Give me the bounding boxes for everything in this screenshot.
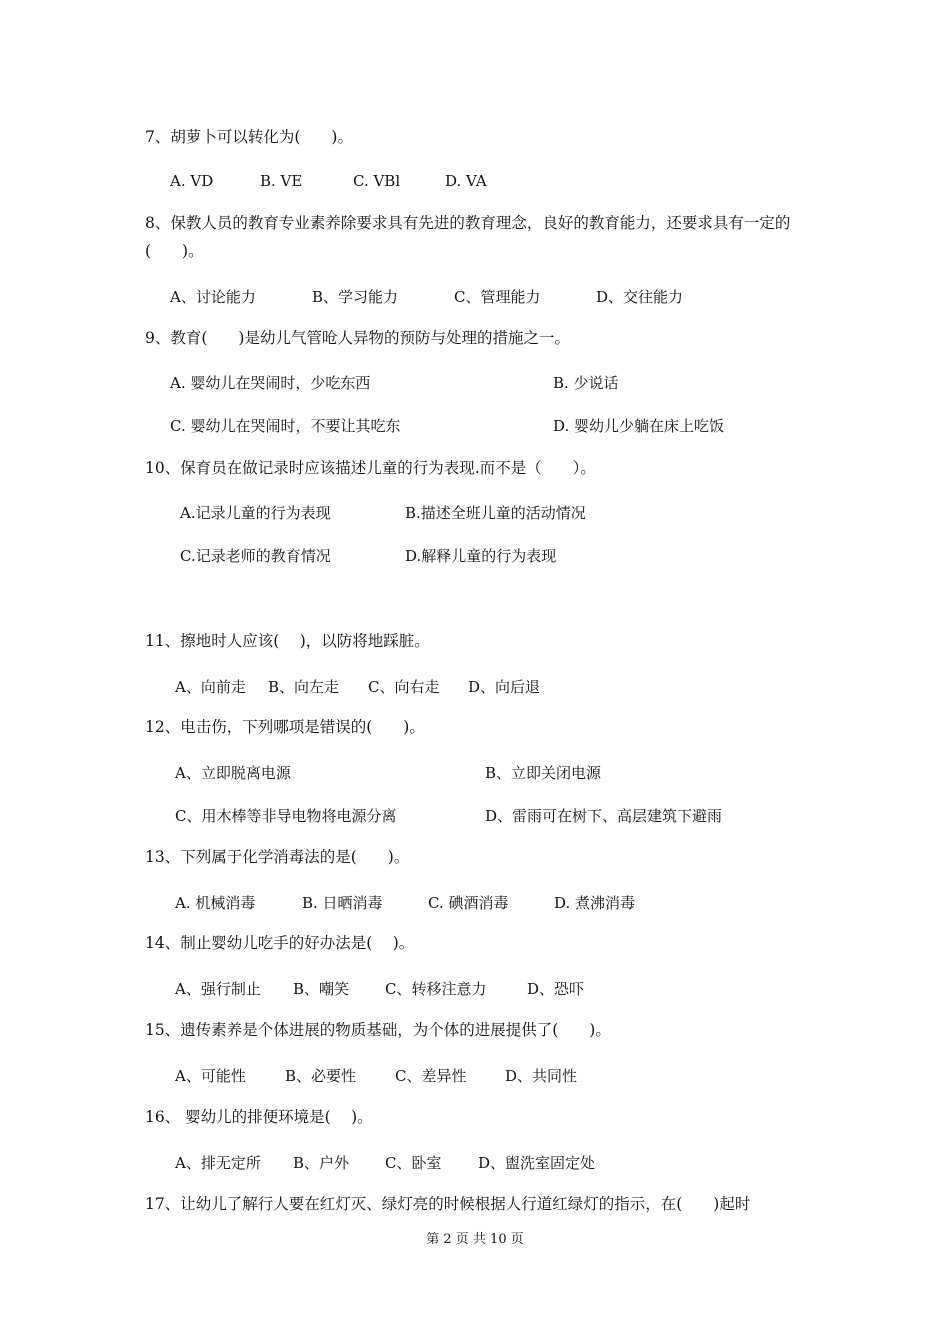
question-15: 15、遗传素养是个体进展的物质基础，为个体的进展提供了( )。 [145, 1021, 611, 1039]
option-d: D. 煮沸消毒 [554, 894, 636, 912]
option-c: C、转移注意力 [385, 980, 487, 998]
options-12 [175, 762, 775, 832]
option-a: A、讨论能力 [170, 288, 256, 306]
option-a: A. 机械消毒 [175, 894, 256, 912]
option-b: B、立即关闭电源 [485, 764, 602, 782]
option-d: D、共同性 [505, 1067, 578, 1085]
option-c: C. 婴幼儿在哭闹时，不要让其吃东 [170, 417, 401, 435]
option-c: C、用木棒等非导电物将电源分离 [175, 807, 397, 825]
option-c: C、卧室 [385, 1154, 442, 1172]
option-a: A.记录儿童的行为表现 [180, 504, 331, 522]
option-a: A、排无定所 [175, 1154, 261, 1172]
option-d: D、盥洗室固定处 [478, 1154, 596, 1172]
question-11: 11、擦地时人应该( )，以防将地踩脏。 [145, 632, 430, 650]
option-b: B、学习能力 [312, 288, 399, 306]
option-a: A、强行制止 [175, 980, 261, 998]
option-c: C、向右走 [368, 678, 440, 696]
option-a: A. 婴幼儿在哭闹时，少吃东西 [170, 374, 371, 392]
question-8: 8、保教人员的教育专业素养除要求具有先进的教育理念，良好的教育能力，还要求具有一定的( )。 [145, 214, 791, 260]
option-b: B、向左走 [268, 678, 340, 696]
option-d: D、恐吓 [527, 980, 585, 998]
question-7: 7、胡萝卜可以转化为( )。 [145, 128, 353, 146]
option-c: C. VBl [353, 172, 401, 190]
question-9: 9、教育( )是幼儿气管呛人异物的预防与处理的措施之一。 [145, 329, 570, 347]
option-d: D.解释儿童的行为表现 [405, 547, 557, 565]
option-b: B、嘲笑 [293, 980, 350, 998]
option-b: B. 日晒消毒 [302, 894, 383, 912]
option-d: D、交往能力 [596, 288, 684, 306]
option-a: A. VD [170, 172, 214, 190]
option-b: B. 少说话 [553, 374, 619, 392]
option-a: A、立即脱离电源 [175, 764, 291, 782]
option-a: A、可能性 [175, 1067, 246, 1085]
option-d: D、向后退 [468, 678, 541, 696]
option-a: A、向前走 [175, 678, 246, 696]
option-d: D、雷雨可在树下、高层建筑下避雨 [485, 807, 723, 825]
page-footer: 第 2 页 共 10 页 [426, 1232, 524, 1247]
option-d: D. VA [445, 172, 487, 190]
options-10 [180, 502, 680, 572]
option-b: B、户外 [293, 1154, 350, 1172]
option-c: C、差异性 [395, 1067, 467, 1085]
option-b: B、必要性 [285, 1067, 357, 1085]
options-9 [170, 372, 770, 442]
question-12: 12、电击伤，下列哪项是错误的( )。 [145, 718, 425, 736]
question-10: 10、保育员在做记录时应该描述儿童的行为表现.而不是（ ）。 [145, 459, 596, 477]
option-c: C、管理能力 [454, 288, 541, 306]
option-c: C. 碘酒消毒 [428, 894, 509, 912]
option-b: B. VE [260, 172, 303, 190]
question-17: 17、让幼儿了解行人要在红灯灭、绿灯亮的时候根据人行道红绿灯的指示，在( )起时 [145, 1195, 751, 1213]
question-13: 13、下列属于化学消毒法的是( )。 [145, 848, 410, 866]
question-14: 14、制止婴幼儿吃手的好办法是( )。 [145, 934, 415, 952]
option-b: B.描述全班儿童的活动情况 [405, 504, 586, 522]
option-c: C.记录老师的教育情况 [180, 547, 331, 565]
option-d: D. 婴幼儿少躺在床上吃饭 [553, 417, 725, 435]
question-16: 16、 婴幼儿的排便环境是( )。 [145, 1108, 373, 1126]
